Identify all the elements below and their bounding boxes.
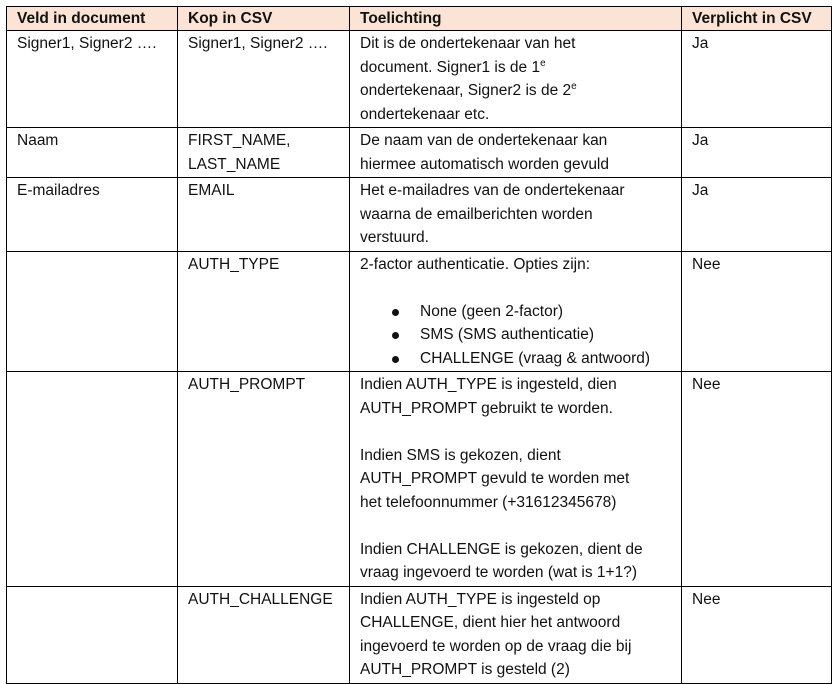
explanation-line: 2-factor authenticatie. Opties zijn: (360, 255, 591, 273)
table-row (7, 128, 832, 178)
explanation-text: ondertekenaar, Signer2 is de 2 (360, 82, 572, 99)
explanation-line: Indien AUTH_TYPE is ingesteld, dien (360, 376, 617, 393)
list-item: None (geen 2-factor) (360, 300, 673, 324)
explanation-line: CHALLENGE, dient hier het antwoord (360, 614, 621, 631)
explanation-line: De naam van de ondertekenaar kan (360, 132, 608, 149)
explanation-line (360, 56, 673, 80)
explanation-cell (350, 31, 682, 128)
explanation-cell (350, 586, 682, 683)
explanation-line: AUTH_PROMPT is gesteld (2) (360, 661, 570, 678)
csv-line: Signer1, Signer2 …. (188, 35, 328, 52)
explanation-line: waarna de emailberichten worden (360, 205, 593, 223)
csv-line: AUTH_TYPE (188, 255, 280, 273)
header-required: Verplicht in CSV (682, 7, 832, 31)
list-item: SMS (SMS authenticatie) (360, 323, 673, 347)
explanation-cell (350, 178, 682, 252)
explanation-line: Indien AUTH_TYPE is ingesteld op (360, 590, 601, 608)
explanation-line: Indien SMS is gekozen, dient (360, 446, 561, 464)
blank-line (360, 276, 673, 300)
explanation-line: Dit is de ondertekenaar van het (360, 35, 576, 52)
required-cell: Nee (682, 251, 832, 372)
explanation-line: AUTH_PROMPT gevuld te worden met (360, 470, 630, 487)
explanation-line: AUTH_PROMPT gebruikt te worden. (360, 399, 613, 417)
superscript: e (571, 81, 577, 92)
list-item: CHALLENGE (vraag & antwoord) (360, 347, 673, 371)
explanation-line: het telefoonnummer (+31612345678) (360, 493, 617, 511)
table-row (7, 586, 832, 683)
field-cell (7, 251, 178, 372)
superscript: e (540, 57, 546, 69)
field-cell: Signer1, Signer2 …. (7, 31, 178, 128)
table-row (7, 372, 832, 587)
explanation-text: document. Signer1 is de 1 (360, 58, 541, 76)
explanation-line (360, 79, 673, 103)
csv-line: EMAIL (188, 182, 235, 199)
required-cell: Ja (682, 178, 832, 252)
header-csv: Kop in CSV (178, 7, 350, 31)
explanation-cell (350, 128, 682, 178)
table-row (7, 251, 832, 372)
required-cell: Nee (682, 586, 832, 683)
table-row (7, 178, 832, 252)
csv-cell (178, 128, 350, 178)
csv-line: FIRST_NAME, (188, 132, 291, 149)
explanation-line: ondertekenaar etc. (360, 105, 490, 123)
explanation-line: Indien CHALLENGE is gekozen, dient de (360, 540, 643, 558)
explanation-cell (350, 372, 682, 587)
explanation-line: Het e-mailadres van de ondertekenaar (360, 182, 625, 199)
field-cell: Naam (7, 128, 178, 178)
header-row (7, 7, 832, 31)
required-cell: Nee (682, 372, 832, 587)
field-cell: E-mailadres (7, 178, 178, 252)
blank-line (360, 514, 673, 538)
csv-cell (178, 372, 350, 587)
required-cell: Ja (682, 31, 832, 128)
csv-cell (178, 586, 350, 683)
csv-cell (178, 178, 350, 252)
field-cell (7, 586, 178, 683)
explanation-line: verstuurd. (360, 229, 429, 246)
csv-cell (178, 251, 350, 372)
header-explanation: Toelichting (350, 7, 682, 31)
explanation-cell (350, 251, 682, 372)
table-row (7, 31, 832, 128)
field-cell (7, 372, 178, 587)
header-field: Veld in document (7, 7, 178, 31)
explanation-line: ingevoerd te worden op de vraag die bij (360, 637, 632, 655)
csv-field-table (6, 6, 832, 684)
explanation-line: hiermee automatisch worden gevuld (360, 155, 609, 173)
csv-cell (178, 31, 350, 128)
options-list (360, 300, 673, 371)
required-cell: Ja (682, 128, 832, 178)
csv-line: AUTH_PROMPT (188, 376, 306, 393)
csv-line: AUTH_CHALLENGE (188, 590, 333, 608)
explanation-line: vraag ingevoerd te worden (wat is 1+1?) (360, 564, 638, 581)
blank-line (360, 420, 673, 444)
csv-line: LAST_NAME (188, 155, 281, 173)
